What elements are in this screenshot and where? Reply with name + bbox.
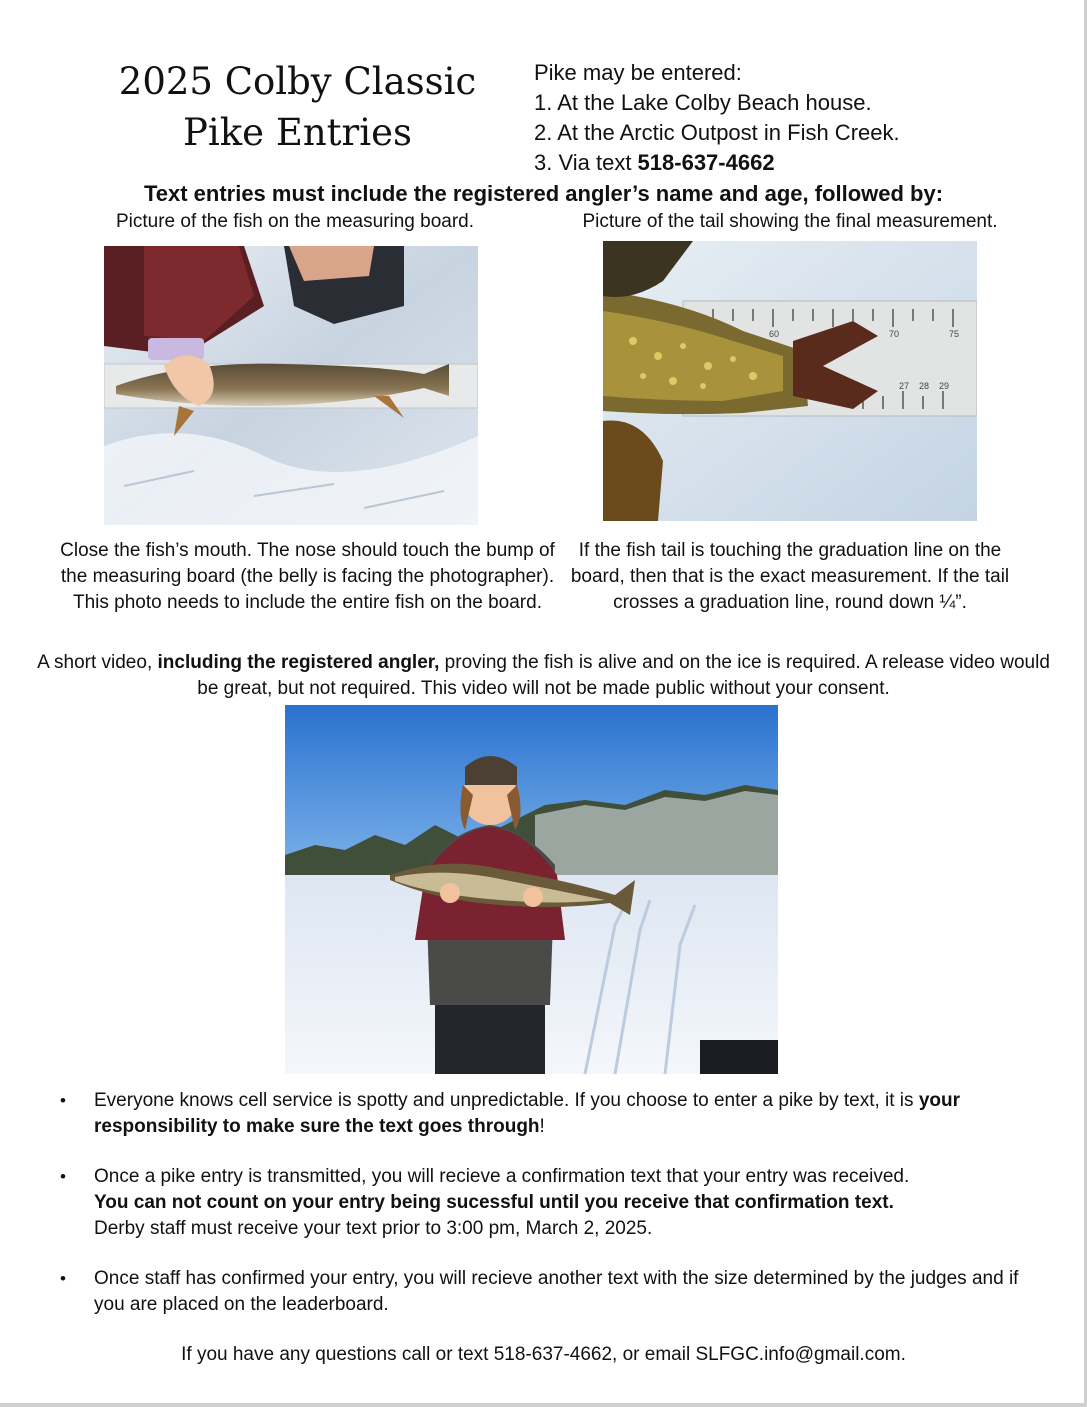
rule-size-determination (60, 1266, 1050, 1318)
title-line-2: Pike Entries (183, 111, 412, 154)
video-note-suffix: proving the fish is alive and on the ice is required. A release video would be great, but not required. This video will not be made public without your consent. (197, 652, 1050, 699)
video-requirement-note (30, 650, 1057, 702)
board-photo-instructions: Close the fish’s mouth. The nose should touch the bump of the measuring board (the belly is facing the photographer). This photo needs to include the entire fish on the board. (60, 540, 555, 613)
entry-phone-number: 518-637-4662 (637, 150, 775, 175)
angler-holding-pike-photo (285, 705, 778, 1074)
entry-methods-list (534, 58, 1054, 178)
board-scale-70: 70 (889, 329, 900, 339)
video-note-bold: including the registered angler, (157, 652, 440, 673)
board-photo-caption: Picture of the fish on the measuring board. (115, 211, 475, 232)
video-note-prefix: A short video, (37, 652, 158, 673)
rule-2-text: Once a pike entry is transmitted, you will recieve a confirmation text that your entry was received. (94, 1166, 910, 1187)
entry-rules-list (60, 1088, 1050, 1342)
entry-method-1: 1. At the Lake Colby Beach house. (534, 90, 872, 115)
rule-confirmation-text (60, 1164, 1050, 1242)
rule-1-bold: your responsibility to make sure the text goes through (94, 1090, 960, 1137)
board-scale-28: 28 (919, 381, 930, 391)
rule-1-end: ! (539, 1116, 545, 1137)
tail-photo-caption: Picture of the tail showing the final measurement. (582, 211, 998, 232)
board-scale-75: 75 (949, 329, 960, 339)
entry-method-3 (534, 148, 1054, 178)
entry-method-2: 2. At the Arctic Outpost in Fish Creek. (534, 120, 900, 145)
fish-on-board-photo (104, 246, 478, 525)
entry-methods-intro: Pike may be entered: (534, 60, 742, 85)
document-title (100, 56, 495, 158)
board-scale-27: 27 (899, 381, 910, 391)
tail-photo-instructions: If the fish tail is touching the graduation line on the board, then that is the exact measurement. If the tail crosses a graduation line, round down ¼”. (570, 540, 1010, 613)
rule-cell-service (60, 1088, 1050, 1140)
bullet-marker: • (60, 1091, 66, 1110)
tail-measurement-photo (603, 241, 977, 521)
entry-method-3-label: 3. Via text (534, 150, 638, 175)
rule-1-text: Everyone knows cell service is spotty and unpredictable. If you choose to enter a pike by text, it is (94, 1090, 919, 1111)
rule-2-deadline: Derby staff must receive your text prior to 3:00 pm, March 2, 2025. (94, 1218, 653, 1239)
page-edge-bottom (0, 1403, 1087, 1407)
contact-footer: If you have any questions call or text 518-637-4662, or email SLFGC.info@gmail.com. (181, 1344, 906, 1365)
title-line-1: 2025 Colby Classic (118, 60, 477, 103)
text-entry-requirements: Text entries must include the registered angler’s name and age, followed by: (143, 181, 944, 206)
rule-3-text: Once staff has confirmed your entry, you will recieve another text with the size determined by the judges and if you are placed on the leaderboard. (94, 1268, 1019, 1315)
bullet-marker: • (60, 1269, 66, 1288)
board-scale-60: 60 (769, 329, 780, 339)
board-scale-29: 29 (939, 381, 950, 391)
bullet-marker: • (60, 1167, 66, 1186)
rule-2-bold: You can not count on your entry being sucessful until you receive that confirmation text. (94, 1192, 894, 1213)
